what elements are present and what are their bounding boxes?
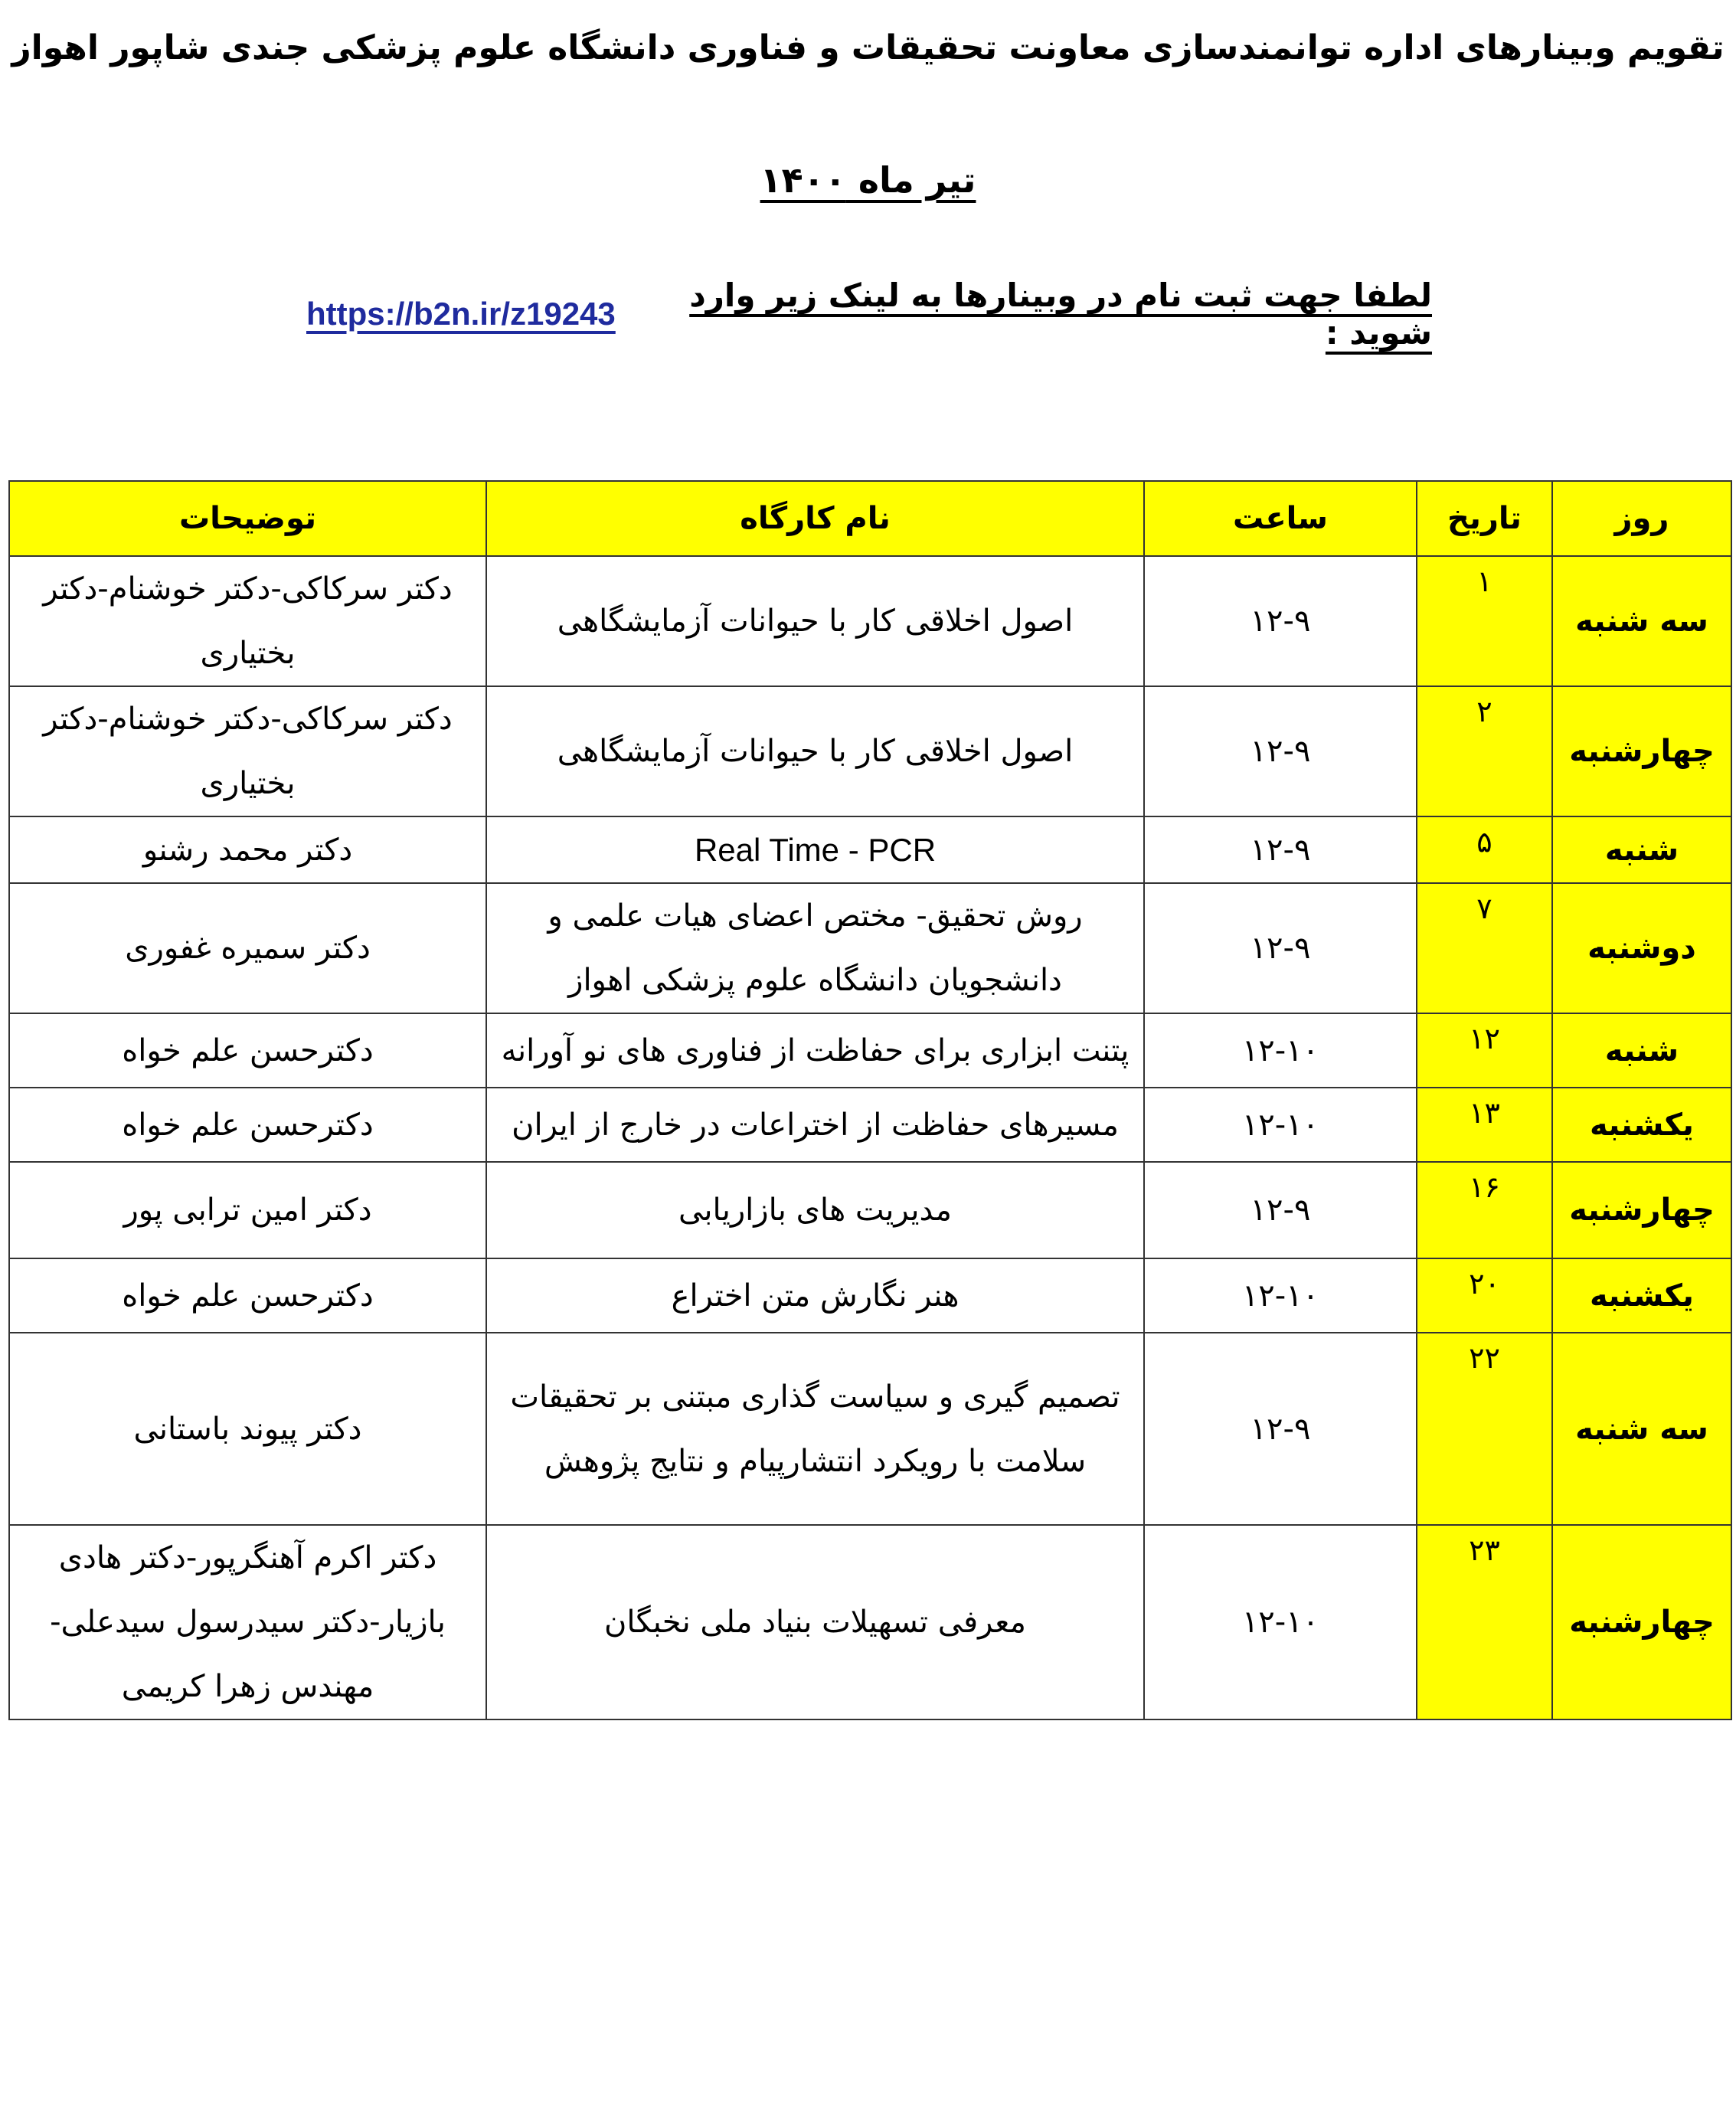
header-time: ساعت [1144,481,1417,556]
cell-workshop: تصمیم گیری و سیاست گذاری مبتنی بر تحقیقات سلامت با رویکرد انتشارپیام و نتایج پژوهش [486,1333,1144,1525]
cell-time: ۱۲-۹ [1144,556,1417,686]
cell-time: ۱۲-۹ [1144,1333,1417,1525]
cell-date: ۱۶ [1417,1162,1552,1258]
cell-day: یکشنبه [1552,1088,1731,1162]
cell-workshop: اصول اخلاقی کار با حیوانات آزمایشگاهی [486,686,1144,816]
cell-workshop: هنر نگارش متن اختراع [486,1258,1144,1333]
header-description: توضیحات [9,481,486,556]
registration-text: لطفا جهت ثبت نام در وبینارها به لینک زیر وارد شوید : [689,276,1432,352]
cell-time: ۱۲-۹ [1144,816,1417,883]
cell-time: ۱۲-۱۰ [1144,1013,1417,1088]
registration-link[interactable]: https://b2n.ir/z19243 [306,296,616,332]
table-row [9,816,1731,883]
cell-description: دکترحسن علم خواه [9,1258,486,1333]
cell-day: شنبه [1552,816,1731,883]
cell-date: ۲۳ [1417,1525,1552,1719]
cell-time: ۱۲-۹ [1144,686,1417,816]
cell-description: دکترحسن علم خواه [9,1013,486,1088]
header-date: تاریخ [1417,481,1552,556]
cell-date: ۲۰ [1417,1258,1552,1333]
cell-day: شنبه [1552,1013,1731,1088]
cell-time: ۱۲-۱۰ [1144,1525,1417,1719]
cell-day: چهارشنبه [1552,686,1731,816]
table-header-row [9,481,1731,556]
cell-date: ۱ [1417,556,1552,686]
cell-day: دوشنبه [1552,883,1731,1013]
cell-description: دکتر امین ترابی پور [9,1162,486,1258]
cell-date: ۲۲ [1417,1333,1552,1525]
cell-date: ۲ [1417,686,1552,816]
cell-day: چهارشنبه [1552,1162,1731,1258]
table-row [9,1013,1731,1088]
cell-time: ۱۲-۹ [1144,1162,1417,1258]
cell-day: چهارشنبه [1552,1525,1731,1719]
cell-description: دکتر محمد رشنو [9,816,486,883]
table-row [9,1333,1731,1525]
cell-date: ۱۲ [1417,1013,1552,1088]
table-row [9,1258,1731,1333]
cell-workshop: روش تحقیق- مختص اعضای هیات علمی و دانشجویان دانشگاه علوم پزشکی اهواز [486,883,1144,1013]
page-title: تقویم وبینارهای اداره توانمندسازی معاونت تحقیقات و فناوری دانشگاه علوم پزشکی جندی شاپور اهواز [11,28,1725,67]
cell-day: سه شنبه [1552,556,1731,686]
cell-time: ۱۲-۱۰ [1144,1258,1417,1333]
month-heading [0,153,1736,207]
header-workshop: نام کارگاه [486,481,1144,556]
cell-time: ۱۲-۱۰ [1144,1088,1417,1162]
cell-workshop: مسیرهای حفاظت از اختراعات در خارج از ایران [486,1088,1144,1162]
cell-date: ۷ [1417,883,1552,1013]
cell-description: دکتر اکرم آهنگرپور-دکتر هادی بازیار-دکتر سیدرسول سیدعلی-مهندس زهرا کریمی [9,1525,486,1719]
cell-date: ۵ [1417,816,1552,883]
cell-workshop: پتنت ابزاری برای حفاظت از فناوری های نو آورانه [486,1013,1144,1088]
cell-workshop: مدیریت های بازاریابی [486,1162,1144,1258]
header-day: روز [1552,481,1731,556]
table-row [9,686,1731,816]
table-row [9,556,1731,686]
cell-date: ۱۳ [1417,1088,1552,1162]
table-row [9,1525,1731,1719]
table-row [9,883,1731,1013]
month-label: تیر ماه ۱۴۰۰ [760,159,976,201]
table-row [9,1088,1731,1162]
cell-time: ۱۲-۹ [1144,883,1417,1013]
cell-description: دکتر سرکاکی-دکتر خوشنام-دکتر بختیاری [9,686,486,816]
table-row [9,1162,1731,1258]
webinar-schedule-table [8,480,1732,1720]
cell-workshop: اصول اخلاقی کار با حیوانات آزمایشگاهی [486,556,1144,686]
registration-line [306,276,1432,352]
cell-workshop: Real Time - PCR [486,816,1144,883]
cell-description: دکتر سرکاکی-دکتر خوشنام-دکتر بختیاری [9,556,486,686]
cell-description: دکتر سمیره غفوری [9,883,486,1013]
cell-workshop: معرفی تسهیلات بنیاد ملی نخبگان [486,1525,1144,1719]
cell-day: یکشنبه [1552,1258,1731,1333]
cell-description: دکتر پیوند باستانی [9,1333,486,1525]
cell-day: سه شنبه [1552,1333,1731,1525]
cell-description: دکترحسن علم خواه [9,1088,486,1162]
